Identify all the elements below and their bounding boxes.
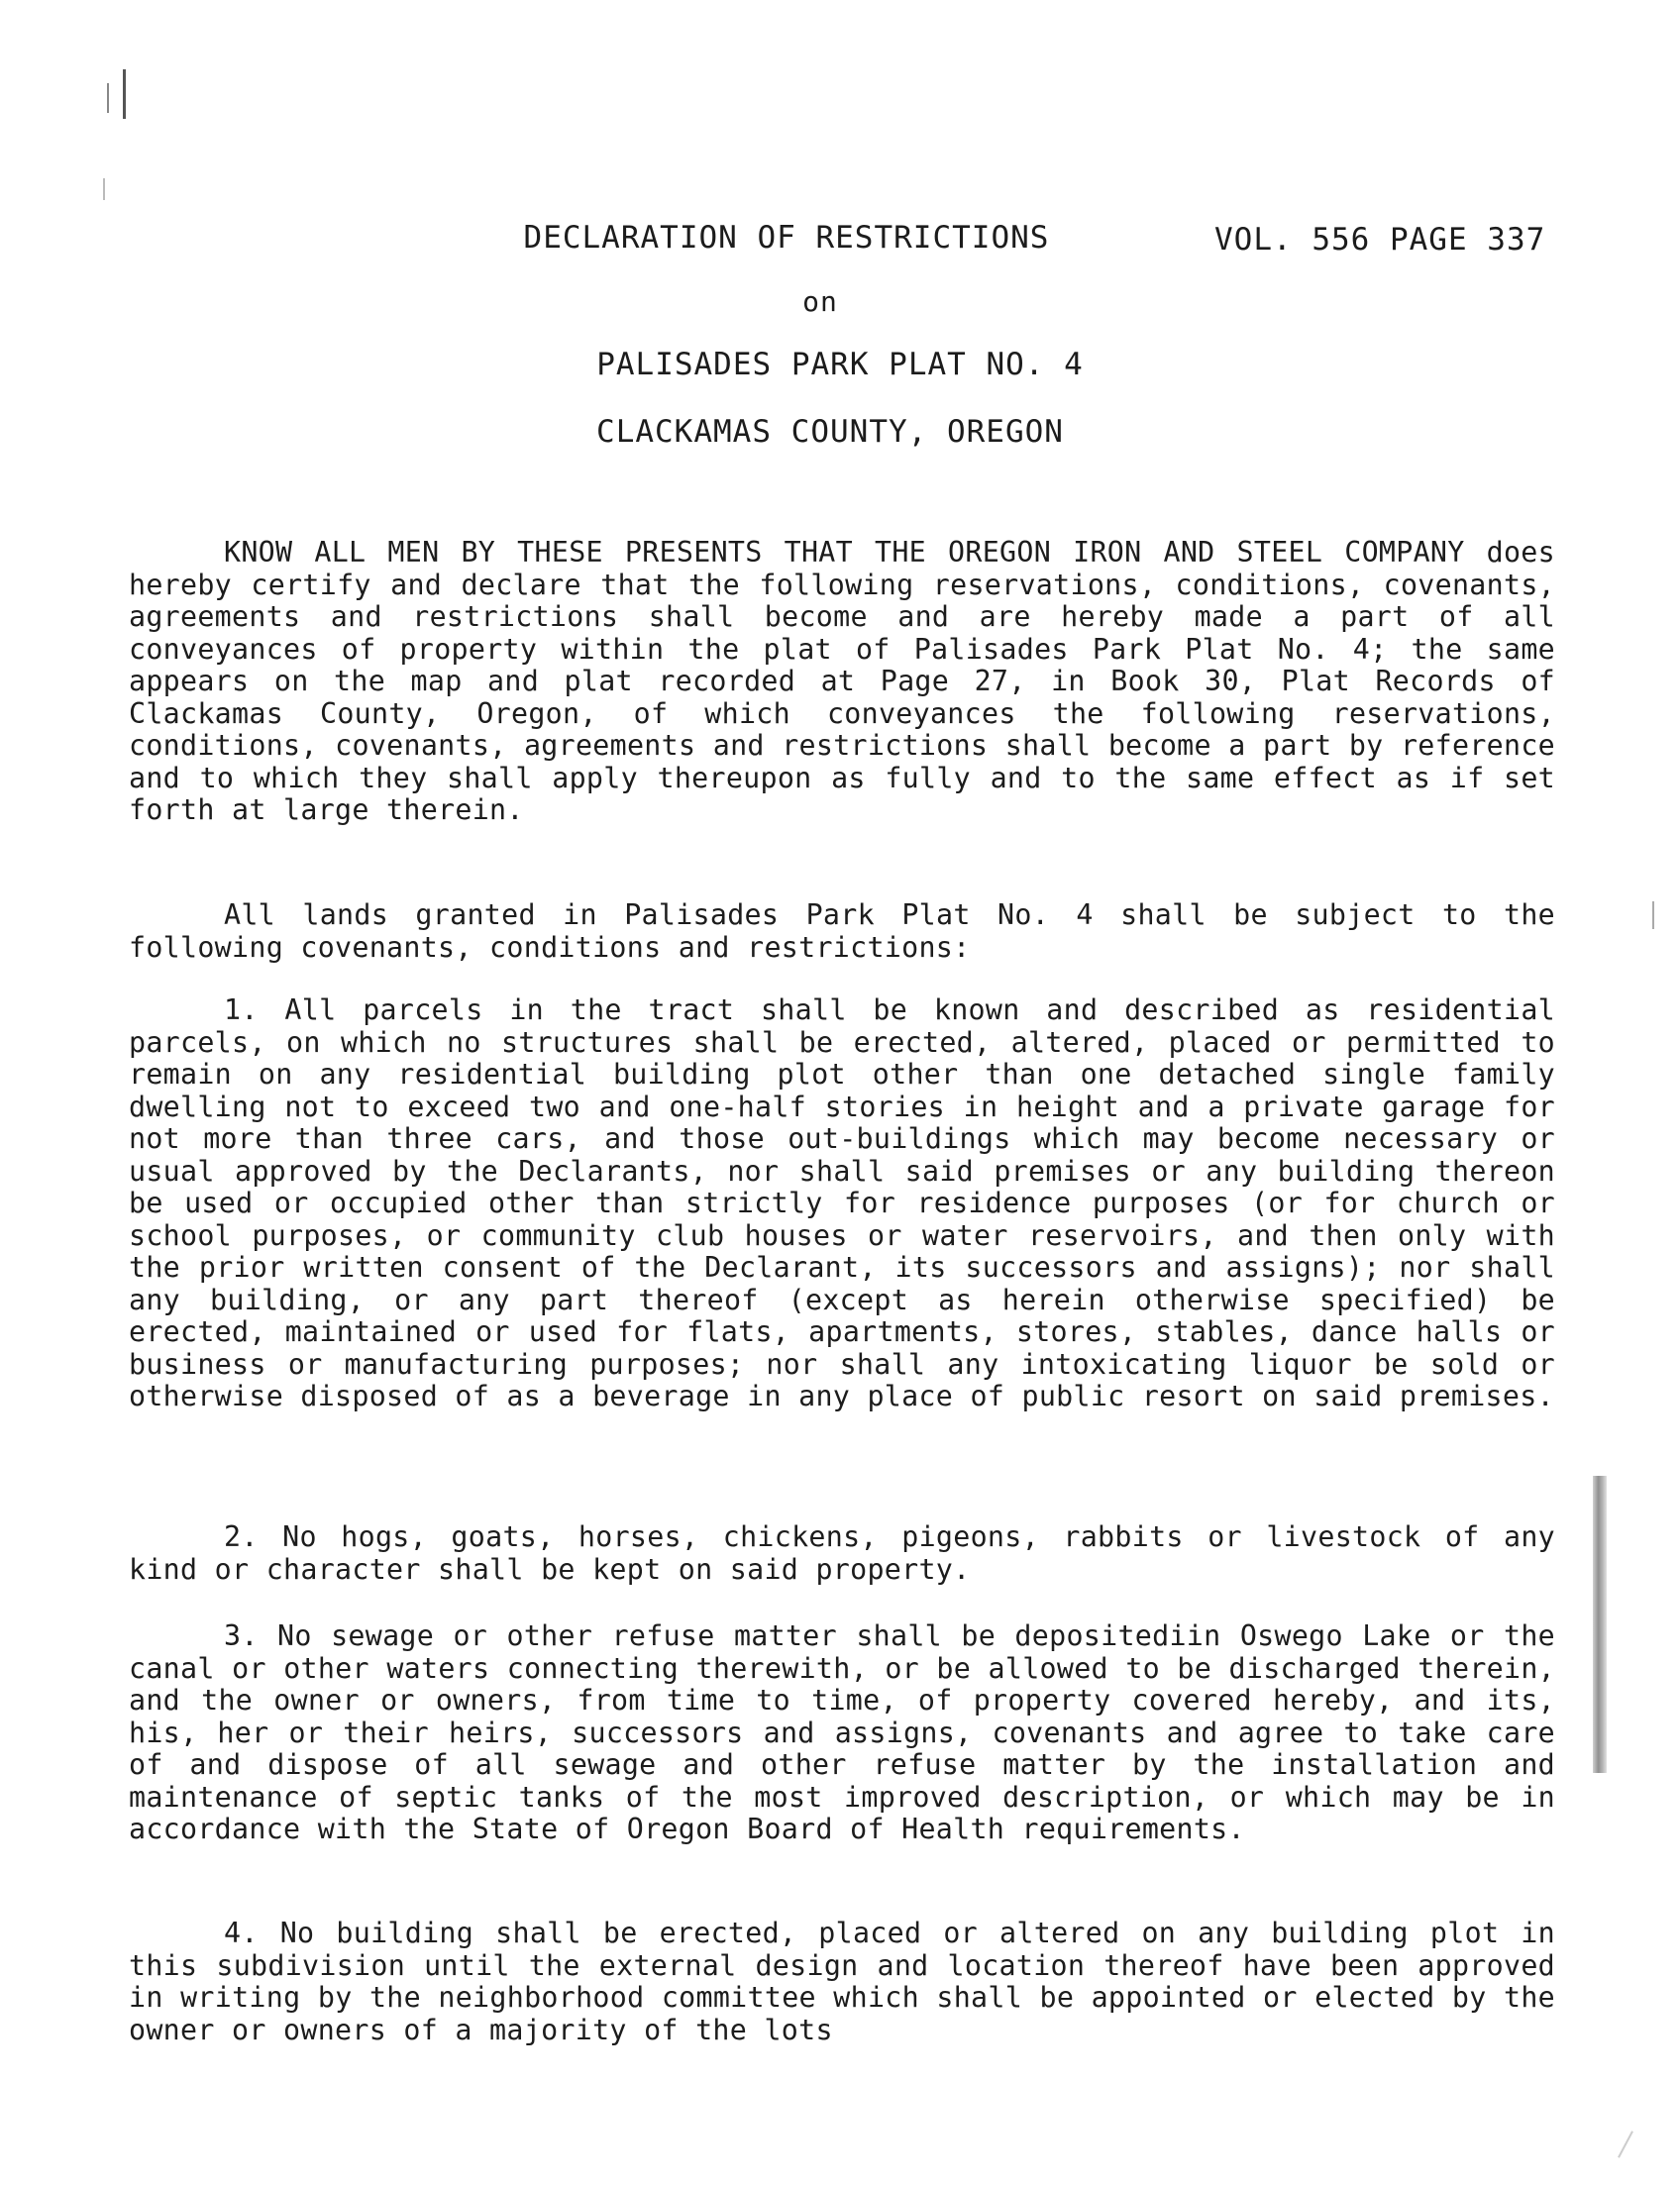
paragraph-text: All lands granted in Palisades Park Plat No. 4 shall be subject to the following covenants, conditions and restrictions: bbox=[129, 898, 1555, 964]
paragraph-text: 3. No sewage or other refuse matter shall be depositediin Oswego Lake or the canal or other waters connecting therewith, or be allowed to be discharged therein, and the owner or owners, from time to time, of property covered hereby, and its, his, her or their heirs, successors and assigns, covenants and agree to take care of and dispose of all sewage and other refuse matter by the installation and maintenance of septic tanks of the most improved description, or which may be in accordance with the State of Oregon Board of Health requirements. bbox=[129, 1619, 1555, 1845]
paragraph-restriction-1 bbox=[129, 994, 1555, 1413]
document-title: DECLARATION OF RESTRICTIONS bbox=[523, 220, 1050, 256]
plat-name: PALISADES PARK PLAT NO. 4 bbox=[596, 347, 1084, 382]
paragraph-preamble bbox=[129, 537, 1555, 827]
paragraph-text: 4. No building shall be erected, placed or altered on any building plot in this subdivision until the external design and location thereof have been approved in writing by the neighborhood committee which shall be appointed or elected by the owner or owners of a majority of the lots bbox=[129, 1917, 1555, 2046]
paragraph-text: KNOW ALL MEN BY THESE PRESENTS THAT THE OREGON IRON AND STEEL COMPANY does hereby certify and declare that the following reservations, conditions, covenants, agreements and restrictions shall become and are hereby made a part of all conveyances of property within the plat of Palisades Park Plat No. 4; the same appears on the map and plat recorded at Page 27, in Book 30, Plat Records of Clackamas County, Oregon, of which conveyances the following reservations, conditions, covenants, agreements and restrictions shall become a part by reference and to which they shall apply thereupon as fully and to the same effect as if set forth at large therein. bbox=[129, 536, 1555, 826]
paragraph-intro bbox=[129, 899, 1555, 964]
scan-artifact-mark bbox=[1652, 901, 1654, 929]
scan-artifact-mark bbox=[123, 69, 126, 119]
title-on: on bbox=[802, 285, 838, 318]
scan-artifact-mark bbox=[107, 83, 109, 113]
scan-artifact-smudge bbox=[1593, 1476, 1607, 1773]
county-name: CLACKAMAS COUNTY, OREGON bbox=[596, 414, 1064, 450]
scan-artifact-mark bbox=[1618, 2131, 1633, 2157]
paragraph-restriction-4 bbox=[129, 1918, 1555, 2046]
scan-artifact-mark bbox=[103, 178, 105, 200]
paragraph-text: 2. No hogs, goats, horses, chickens, pigeons, rabbits or livestock of any kind or character shall be kept on said property. bbox=[129, 1520, 1555, 1586]
paragraph-restriction-2 bbox=[129, 1521, 1555, 1586]
volume-page-reference: VOL. 556 PAGE 337 bbox=[1214, 222, 1546, 258]
paragraph-text: 1. All parcels in the tract shall be known and described as residential parcels, on which no structures shall be erected, altered, placed or permitted to remain on any residential building plot other than one detached single family dwelling not to exceed two and one-half stories in height and a private garage for not more than three cars, and those out-buildings which may become necessary or usual approved by the Declarants, nor shall said premises or any building thereon be used or occupied other than strictly for residence purposes (or for church or school purposes, or community club houses or water reservoirs, and then only with the prior written consent of the Declarant, its successors and assigns); nor shall any building, or any part thereof (except as herein otherwise specified) be erected, maintained or used for flats, apartments, stores, stables, dance halls or business or manufacturing purposes; nor shall any intoxicating liquor be sold or otherwise disposed of as a beverage in any place of public resort on said premises. bbox=[129, 993, 1555, 1412]
paragraph-restriction-3 bbox=[129, 1620, 1555, 1846]
